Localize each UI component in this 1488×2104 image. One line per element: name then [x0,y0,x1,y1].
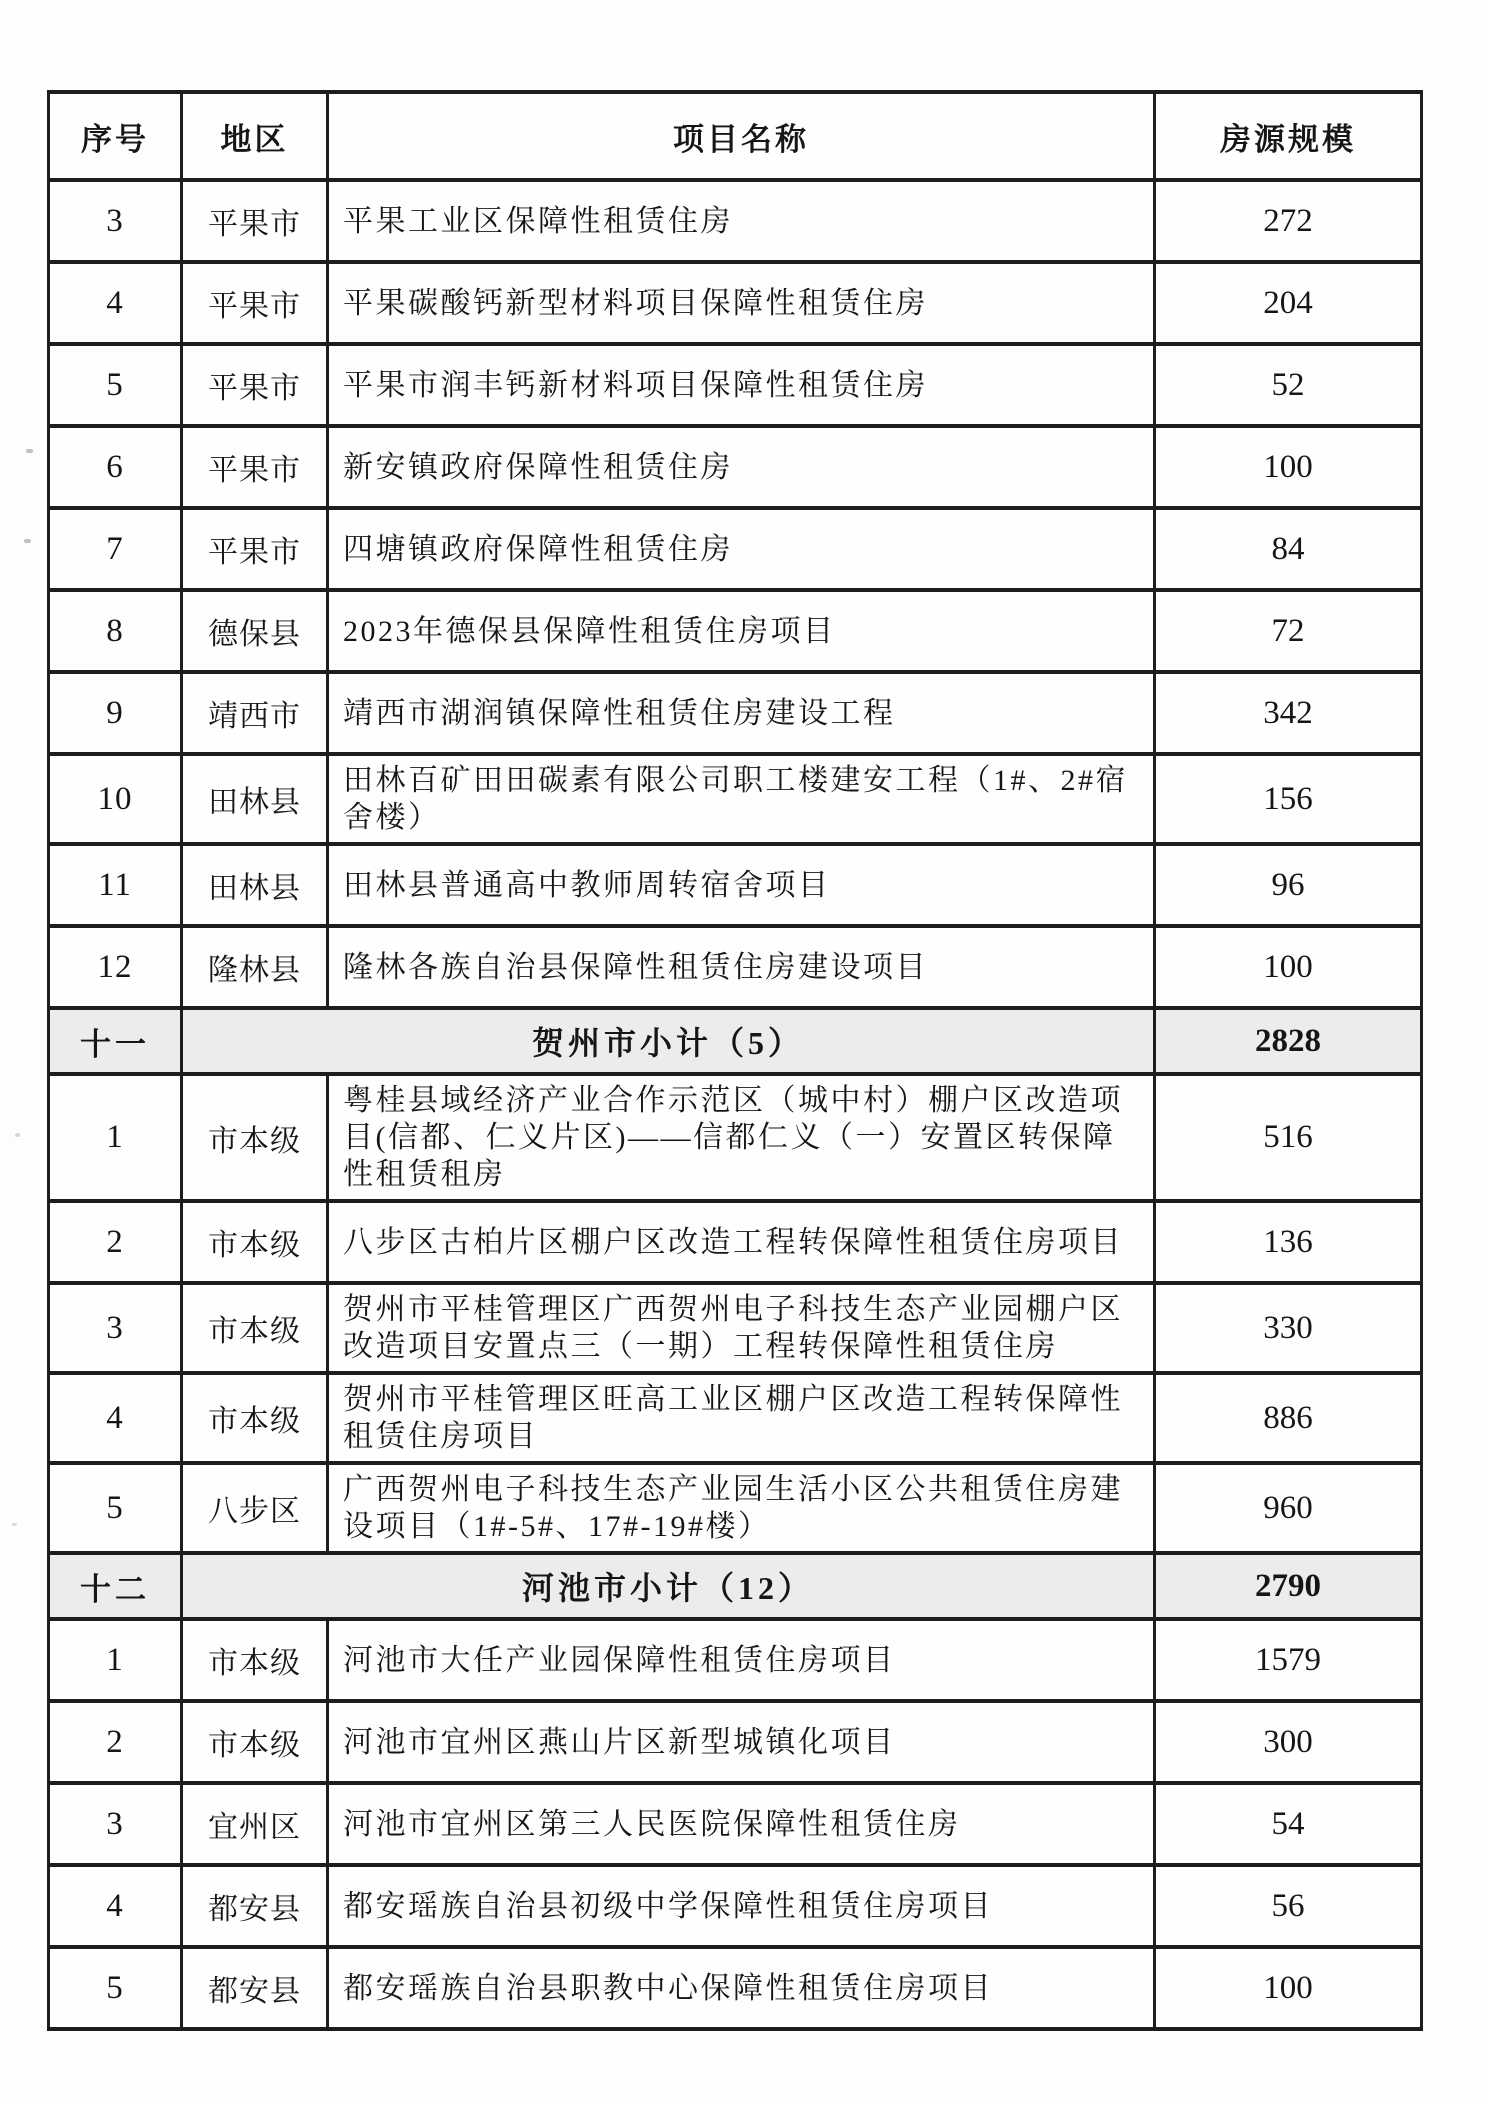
cell-region: 都安县 [182,1865,328,1947]
cell-region: 市本级 [182,1373,328,1463]
cell-region: 田林县 [182,754,328,844]
cell-project-name: 都安瑶族自治县职教中心保障性租赁住房项目 [328,1947,1155,2029]
cell-project-name: 田林县普通高中教师周转宿舍项目 [328,844,1155,926]
cell-region: 宜州区 [182,1783,328,1865]
cell-region: 靖西市 [182,672,328,754]
table-row [49,1619,1422,1701]
cell-subtotal-label: 贺州市小计（5） [182,1008,1155,1074]
table-header-row [49,92,1422,180]
cell-housing-scale: 54 [1155,1783,1422,1865]
cell-housing-scale: 52 [1155,344,1422,426]
scan-speck [12,1523,17,1526]
cell-region: 市本级 [182,1201,328,1283]
cell-project-name: 河池市宜州区燕山片区新型城镇化项目 [328,1701,1155,1783]
scan-speck [26,449,33,453]
cell-index: 4 [49,1865,182,1947]
cell-housing-scale: 56 [1155,1865,1422,1947]
cell-region: 平果市 [182,262,328,344]
cell-region: 平果市 [182,344,328,426]
cell-index: 2 [49,1201,182,1283]
cell-region: 市本级 [182,1283,328,1373]
cell-index: 十一 [49,1008,182,1074]
subtotal-row [49,1553,1422,1619]
cell-region: 市本级 [182,1701,328,1783]
cell-region: 田林县 [182,844,328,926]
cell-housing-scale: 342 [1155,672,1422,754]
subtotal-row [49,1008,1422,1074]
cell-region: 平果市 [182,508,328,590]
table-row [49,672,1422,754]
table-row [49,180,1422,262]
table-row [49,1947,1422,2029]
table-row [49,844,1422,926]
table-row [49,1201,1422,1283]
table-row [49,1074,1422,1201]
cell-index: 十二 [49,1553,182,1619]
cell-subtotal-label: 河池市小计（12） [182,1553,1155,1619]
cell-project-name: 平果工业区保障性租赁住房 [328,180,1155,262]
cell-housing-scale: 2790 [1155,1553,1422,1619]
table-row [49,1783,1422,1865]
cell-index: 1 [49,1619,182,1701]
column-header-project: 项目名称 [328,92,1155,180]
cell-project-name: 河池市宜州区第三人民医院保障性租赁住房 [328,1783,1155,1865]
cell-region: 都安县 [182,1947,328,2029]
table-row [49,262,1422,344]
cell-region: 平果市 [182,180,328,262]
cell-region: 隆林县 [182,926,328,1008]
cell-housing-scale: 886 [1155,1373,1422,1463]
cell-housing-scale: 300 [1155,1701,1422,1783]
cell-project-name: 贺州市平桂管理区旺高工业区棚户区改造工程转保障性租赁住房项目 [328,1373,1155,1463]
cell-index: 3 [49,1783,182,1865]
cell-region: 市本级 [182,1074,328,1201]
table-row [49,1463,1422,1553]
scan-speck [15,1133,20,1137]
cell-index: 4 [49,1373,182,1463]
cell-region: 市本级 [182,1619,328,1701]
table-row [49,590,1422,672]
table-row [49,926,1422,1008]
table-body [49,180,1422,2029]
cell-index: 1 [49,1074,182,1201]
cell-housing-scale: 2828 [1155,1008,1422,1074]
cell-housing-scale: 204 [1155,262,1422,344]
cell-project-name: 四塘镇政府保障性租赁住房 [328,508,1155,590]
cell-project-name: 贺州市平桂管理区广西贺州电子科技生态产业园棚户区改造项目安置点三（一期）工程转保障性租赁住房 [328,1283,1155,1373]
table-row [49,1373,1422,1463]
table-row [49,426,1422,508]
cell-index: 5 [49,344,182,426]
cell-index: 12 [49,926,182,1008]
cell-region: 平果市 [182,426,328,508]
column-header-no: 序号 [49,92,182,180]
cell-housing-scale: 330 [1155,1283,1422,1373]
column-header-scale: 房源规模 [1155,92,1422,180]
cell-housing-scale: 1579 [1155,1619,1422,1701]
cell-housing-scale: 272 [1155,180,1422,262]
cell-index: 8 [49,590,182,672]
cell-housing-scale: 136 [1155,1201,1422,1283]
cell-housing-scale: 72 [1155,590,1422,672]
cell-index: 11 [49,844,182,926]
scan-speck [24,539,31,543]
cell-housing-scale: 100 [1155,926,1422,1008]
table-row [49,754,1422,844]
cell-project-name: 平果碳酸钙新型材料项目保障性租赁住房 [328,262,1155,344]
cell-housing-scale: 100 [1155,426,1422,508]
cell-index: 7 [49,508,182,590]
cell-housing-scale: 156 [1155,754,1422,844]
cell-index: 2 [49,1701,182,1783]
cell-project-name: 2023年德保县保障性租赁住房项目 [328,590,1155,672]
cell-housing-scale: 100 [1155,1947,1422,2029]
cell-project-name: 隆林各族自治县保障性租赁住房建设项目 [328,926,1155,1008]
cell-project-name: 平果市润丰钙新材料项目保障性租赁住房 [328,344,1155,426]
cell-housing-scale: 84 [1155,508,1422,590]
cell-project-name: 都安瑶族自治县初级中学保障性租赁住房项目 [328,1865,1155,1947]
cell-project-name: 粤桂县域经济产业合作示范区（城中村）棚户区改造项目(信都、仁义片区)——信都仁义（一）安置区转保障性租赁租房 [328,1074,1155,1201]
cell-project-name: 田林百矿田田碳素有限公司职工楼建安工程（1#、2#宿舍楼） [328,754,1155,844]
cell-index: 4 [49,262,182,344]
column-header-region: 地区 [182,92,328,180]
table-row [49,344,1422,426]
table-row [49,508,1422,590]
cell-index: 6 [49,426,182,508]
housing-projects-table [47,90,1423,2031]
cell-index: 9 [49,672,182,754]
cell-housing-scale: 516 [1155,1074,1422,1201]
table-row [49,1865,1422,1947]
table-row [49,1701,1422,1783]
cell-region: 德保县 [182,590,328,672]
cell-project-name: 河池市大任产业园保障性租赁住房项目 [328,1619,1155,1701]
cell-project-name: 新安镇政府保障性租赁住房 [328,426,1155,508]
cell-project-name: 广西贺州电子科技生态产业园生活小区公共租赁住房建设项目（1#-5#、17#-19#楼） [328,1463,1155,1553]
cell-index: 3 [49,180,182,262]
cell-housing-scale: 960 [1155,1463,1422,1553]
cell-region: 八步区 [182,1463,328,1553]
cell-index: 5 [49,1463,182,1553]
table-row [49,1283,1422,1373]
cell-project-name: 靖西市湖润镇保障性租赁住房建设工程 [328,672,1155,754]
cell-housing-scale: 96 [1155,844,1422,926]
cell-index: 5 [49,1947,182,2029]
cell-index: 10 [49,754,182,844]
cell-project-name: 八步区古柏片区棚户区改造工程转保障性租赁住房项目 [328,1201,1155,1283]
cell-index: 3 [49,1283,182,1373]
